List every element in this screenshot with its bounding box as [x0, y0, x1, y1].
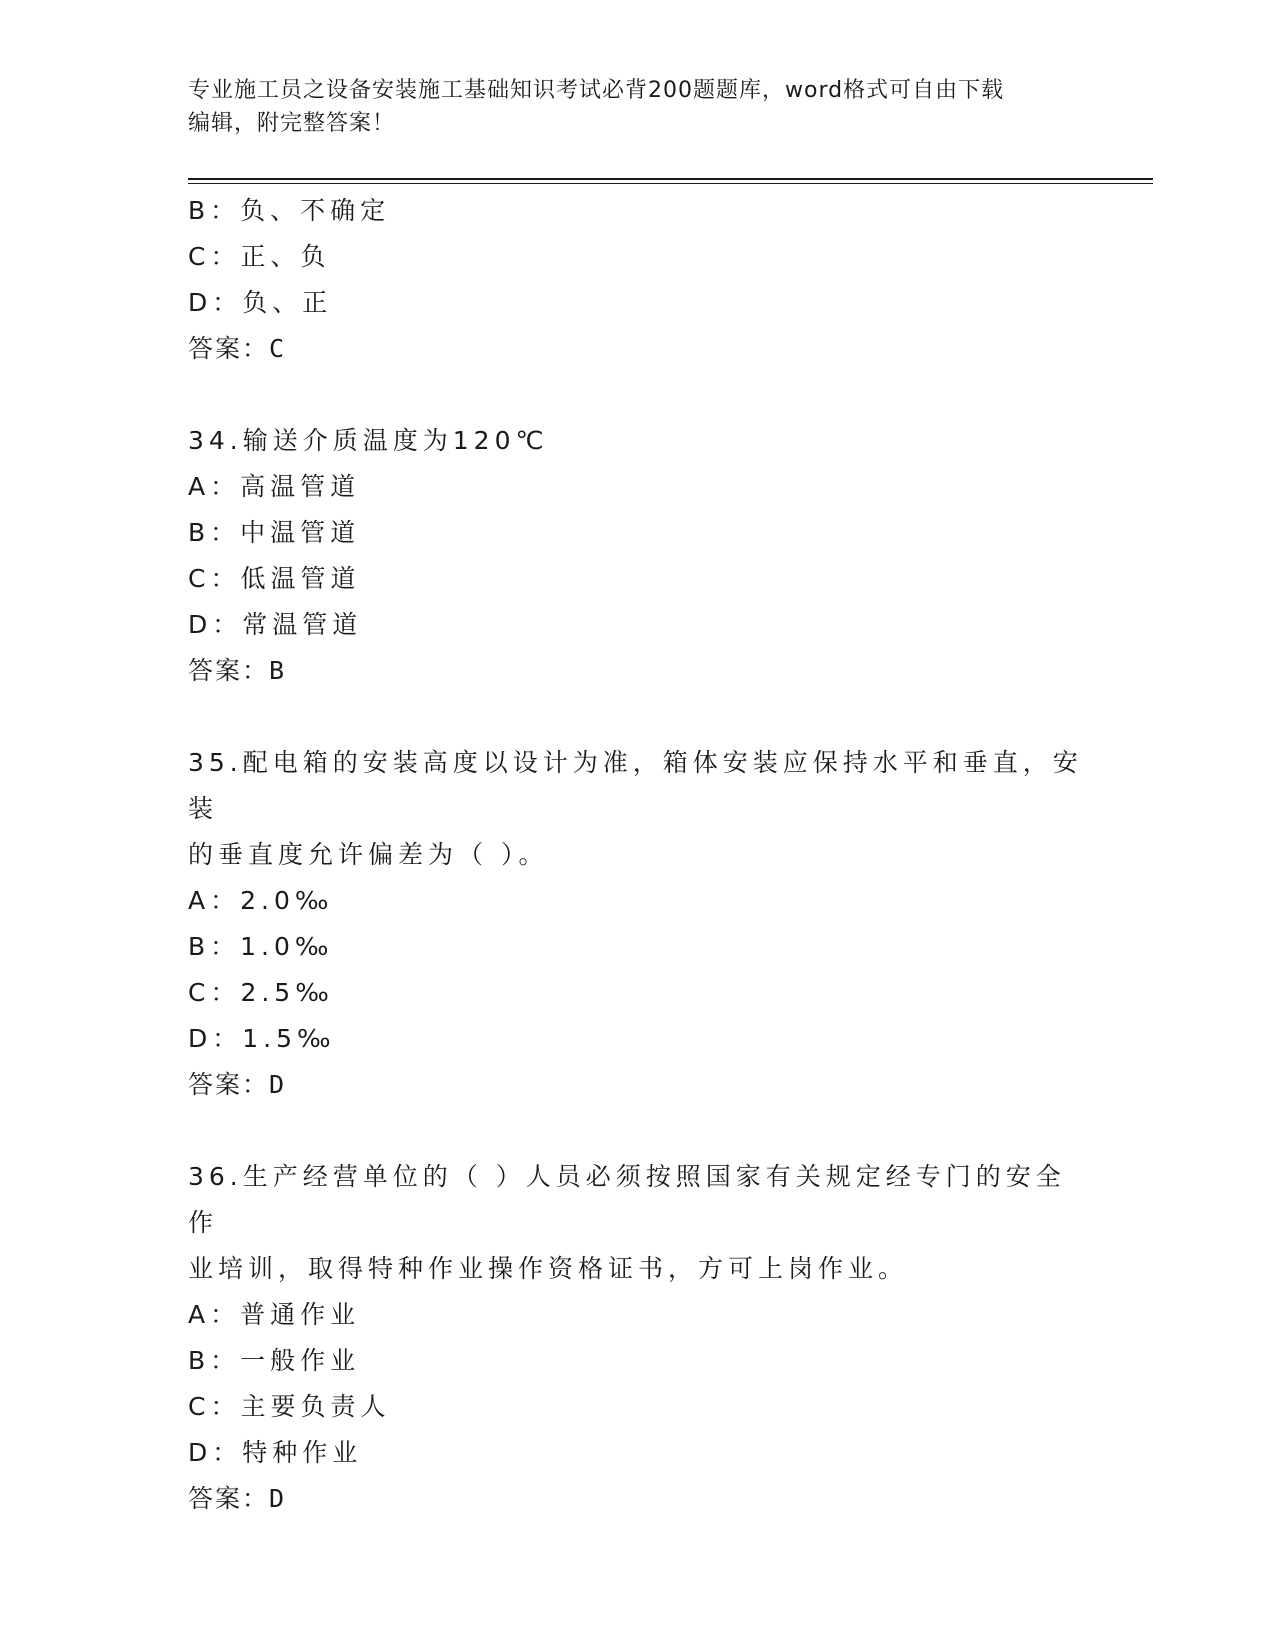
question-34: [188, 418, 1088, 694]
question-stem-line-1: 36.生产经营单位的（ ）人员必须按照国家有关规定经专门的安全作: [188, 1162, 1066, 1237]
question-stem-line-1: 35.配电箱的安装高度以设计为准，箱体安装应保持水平和垂直，安装: [188, 748, 1083, 823]
document-body: [188, 188, 1088, 1522]
document-header: [188, 74, 1068, 140]
option-b: B：负、不确定: [188, 196, 391, 225]
option-a: A：普通作业: [188, 1300, 361, 1329]
header-title-line-2: 编辑，附完整答案！: [188, 111, 396, 136]
question-stem-line-2: 业培训，取得特种作业操作资格证书，方可上岗作业。: [188, 1254, 909, 1283]
question-35: [188, 740, 1088, 1108]
answer-value: B: [269, 656, 287, 685]
option-b: B：1.0‰: [188, 932, 334, 961]
option-d: D：负、正: [188, 288, 333, 317]
option-b: B：一般作业: [188, 1346, 361, 1375]
answer-label: 答案：: [188, 334, 270, 363]
option-d: D：特种作业: [188, 1438, 363, 1467]
option-c: C：低温管道: [188, 564, 361, 593]
option-a: A：高温管道: [188, 472, 361, 501]
option-b: B：中温管道: [188, 518, 361, 547]
option-a: A：2.0‰: [188, 886, 334, 915]
answer-line: [188, 1062, 1088, 1108]
answer-label: 答案：: [188, 656, 270, 685]
option-c: C：主要负责人: [188, 1392, 391, 1421]
question-33-continuation: [188, 188, 1088, 372]
option-c: C：2.5‰: [188, 978, 334, 1007]
option-d: D：1.5‰: [188, 1024, 336, 1053]
option-c: C：正、负: [188, 242, 331, 271]
question-stem: 34.输送介质温度为120℃: [188, 426, 549, 455]
header-divider-thin: [188, 183, 1153, 184]
header-title-line-1: 专业施工员之设备安装施工基础知识考试必背200题题库，word格式可自由下载: [188, 78, 1005, 103]
question-stem-line-2: 的垂直度允许偏差为（ ）。: [188, 840, 549, 869]
answer-label: 答案：: [188, 1484, 270, 1513]
option-d: D：常温管道: [188, 610, 363, 639]
answer-line: [188, 1476, 1088, 1522]
answer-value: C: [269, 334, 287, 363]
answer-line: [188, 648, 1088, 694]
header-divider-thick: [188, 178, 1153, 180]
answer-label: 答案：: [188, 1070, 270, 1099]
answer-line: [188, 326, 1088, 372]
answer-value: D: [269, 1484, 287, 1513]
answer-value: D: [269, 1070, 287, 1099]
question-36: [188, 1154, 1088, 1522]
